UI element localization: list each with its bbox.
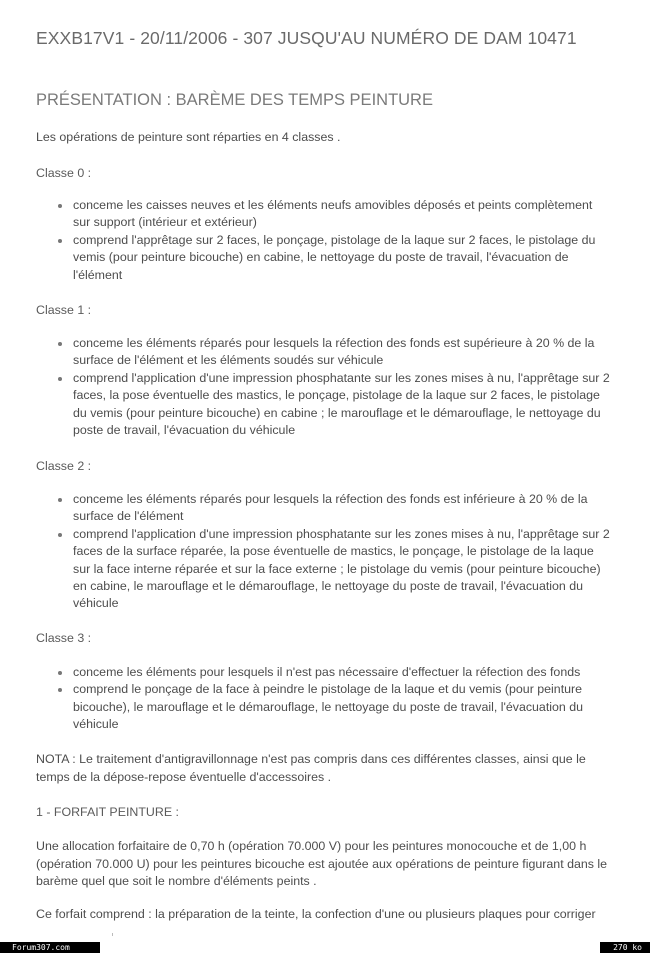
nota-paragraph: NOTA : Le traitement d'antigravillonnage n'est pas compris dans ces différentes classes, ainsi que le temps de la dépose-repose éventuelle d'accessoires . bbox=[36, 752, 586, 784]
bullet-icon bbox=[58, 688, 62, 692]
forfait-heading: 1 - FORFAIT PEINTURE : bbox=[36, 805, 179, 819]
scan-speck bbox=[112, 933, 113, 936]
class-1-label: Classe 1 : bbox=[36, 303, 92, 317]
section-title: PRÉSENTATION : BARÈME DES TEMPS PEINTURE bbox=[36, 91, 433, 109]
class-0-label: Classe 0 : bbox=[36, 166, 92, 180]
bullet-icon bbox=[58, 533, 62, 537]
intro-paragraph: Les opérations de peinture sont réparties en 4 classes . bbox=[36, 130, 341, 144]
list-item: comprend l'application d'une impression phosphatante sur les zones mises à nu, l'apprêtage sur 2 faces, la pose éventuelle des mastics, le ponçage, pistolage de la laque sur 2 faces, le pistolage du vemis (pour peinture bicouche) en cabine ; le marouflage et le démarouflage, le nettoyage du poste de travail, l'évacuation du véhicule bbox=[58, 370, 638, 440]
list-item: comprend l'application d'une impression phosphatante sur les zones mises à nu, l'apprêtage sur 2 faces de la surface réparée, la pose éventuelle de mastics, le ponçage, le pistolage de la laque sur la face interne réparée et sur la face externe ; le pistolage du vemis (pour peinture bicouche) en cabine, le marouflage et le démarouflage, le nettoyage du poste de travail, l'évacuation du véhicule bbox=[58, 526, 638, 613]
bullet-icon bbox=[58, 377, 62, 381]
list-item: conceme les éléments réparés pour lesquels la réfection des fonds est supérieure à 20 % de la surface de l'élément et les éléments soudés sur véhicule bbox=[58, 335, 638, 370]
list-item: comprend le ponçage de la face à peindre le pistolage de la laque et du vemis (pour peinture bicouche), le marouflage et le démarouflage, le nettoyage du poste de travail, l'évacuation du véhicule bbox=[58, 681, 638, 733]
list-item: conceme les caisses neuves et les éléments neufs amovibles déposés et peints complètement sur support (intérieur et extérieur) bbox=[58, 197, 638, 232]
list-item: comprend l'apprêtage sur 2 faces, le ponçage, pistolage de la laque sur 2 faces, le pistolage du vemis (pour peinture bicouche) en cabine, le nettoyage du poste de travail, l'évacuation de l'élément bbox=[58, 232, 638, 284]
bullet-icon bbox=[58, 342, 62, 346]
class-2-label: Classe 2 : bbox=[36, 459, 92, 473]
bullet-icon bbox=[58, 204, 62, 208]
class-3-label: Classe 3 : bbox=[36, 631, 92, 645]
list-item: conceme les éléments réparés pour lesquels la réfection des fonds est inférieure à 20 % de la surface de l'élément bbox=[58, 491, 638, 526]
class-2-list bbox=[58, 491, 638, 613]
class-0-list bbox=[58, 197, 638, 284]
site-watermark: Forum307.com bbox=[0, 942, 100, 953]
list-item: conceme les éléments pour lesquels il n'est pas nécessaire d'effectuer la réfection des fonds bbox=[58, 664, 638, 681]
class-1-list bbox=[58, 335, 638, 439]
bullet-icon bbox=[58, 498, 62, 502]
document-header: EXXB17V1 - 20/11/2006 - 307 JUSQU'AU NUMÉRO DE DAM 10471 bbox=[36, 28, 577, 48]
class-3-list bbox=[58, 664, 638, 734]
bullet-icon bbox=[58, 239, 62, 243]
bullet-icon bbox=[58, 671, 62, 675]
forfait-comprend: Ce forfait comprend : la préparation de la teinte, la confection d'une ou plusieurs plaques pour corriger bbox=[36, 907, 596, 921]
file-size-badge: 270 ko bbox=[600, 942, 650, 953]
forfait-paragraph: Une allocation forfaitaire de 0,70 h (opération 70.000 V) pour les peintures monocouche et de 1,00 h (opération 70.000 U) pour les peintures bicouche est ajoutée aux opérations de peinture figurant dans le barème quel que soit le nombre d'éléments peints . bbox=[36, 839, 608, 888]
